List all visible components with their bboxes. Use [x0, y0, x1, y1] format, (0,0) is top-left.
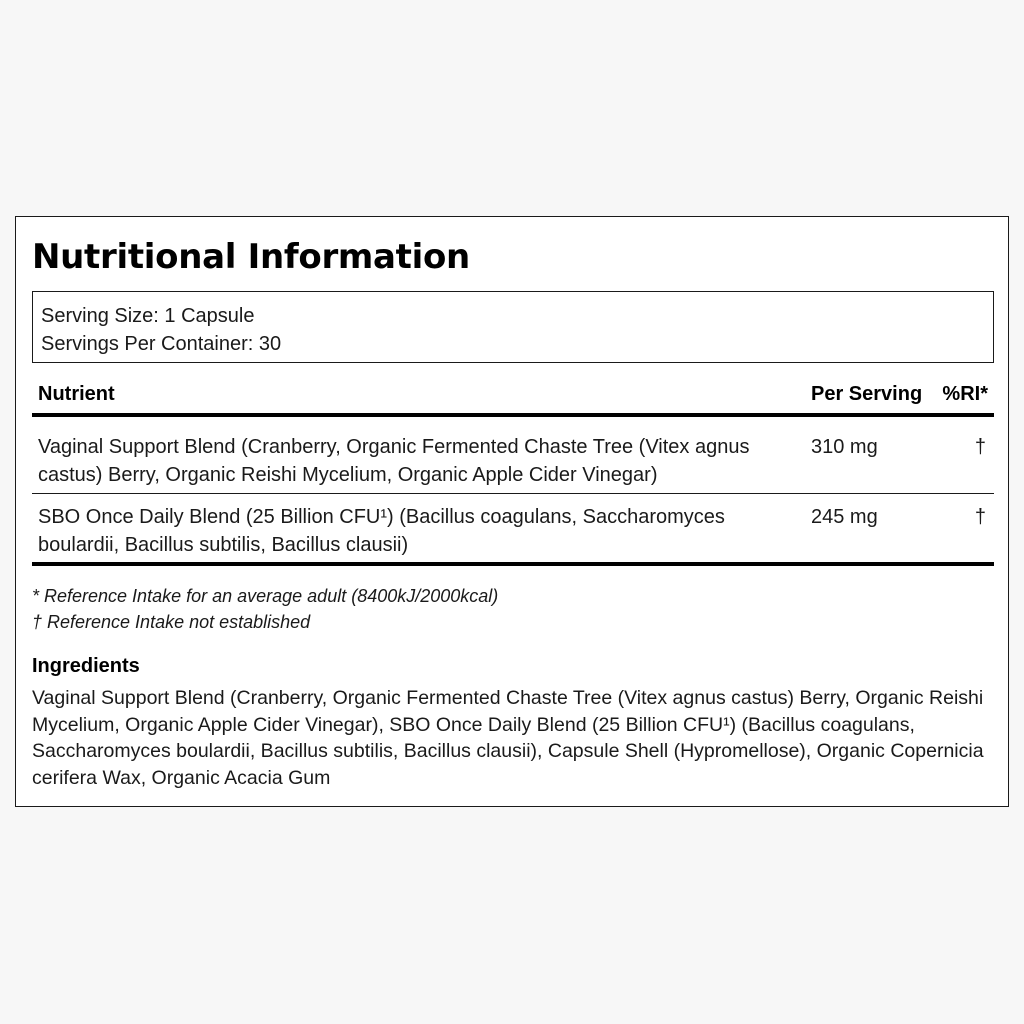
footnote-reference-intake: * Reference Intake for an average adult (8400kJ/2000kcal): [32, 586, 499, 606]
nutrient-ri: †: [974, 436, 986, 458]
serving-size: Serving Size: 1 Capsule: [41, 305, 255, 327]
panel-title: Nutritional Information: [32, 237, 470, 277]
nutrient-amount: 245 mg: [811, 506, 878, 528]
nutrient-name: Vaginal Support Blend (Cranberry, Organic Fermented Chaste Tree (Vitex agnus castus) Berry, Organic Reishi Mycelium, Organic Apple Cider Vinegar): [38, 436, 750, 486]
ingredients-text: Vaginal Support Blend (Cranberry, Organic Fermented Chaste Tree (Vitex agnus castus) Berry, Organic Reishi Mycelium, Organic Apple Cider Vinegar), SBO Once Daily Blend (25 Billion CFU¹) (Bacillus coagulans, Saccharomyces boulardii, Bacillus subtilis, Bacillus clausii), Capsule Shell (Hypromellose), Organic Copernicia cerifera Wax, Organic Acacia Gum: [32, 687, 984, 789]
nutrient-ri: †: [974, 506, 986, 528]
column-header-ri: %RI*: [942, 383, 988, 405]
column-header-nutrient: Nutrient: [38, 383, 115, 405]
column-header-per-serving: Per Serving: [811, 383, 923, 405]
footnote-not-established: † Reference Intake not established: [32, 612, 311, 632]
nutrition-panel: [15, 216, 1009, 807]
table-row: [32, 494, 994, 566]
nutrient-amount: 310 mg: [811, 436, 878, 458]
serving-info-box: [32, 291, 994, 363]
table-row: [32, 417, 994, 494]
nutrient-table-header: [32, 377, 994, 417]
nutrient-name: SBO Once Daily Blend (25 Billion CFU¹) (Bacillus coagulans, Saccharomyces boulardii, Bacillus subtilis, Bacillus clausii): [38, 506, 725, 556]
ingredients-heading: Ingredients: [32, 655, 140, 677]
servings-per-container: Servings Per Container: 30: [41, 333, 282, 355]
nutrient-table: [32, 377, 994, 566]
footnotes: [32, 583, 498, 635]
